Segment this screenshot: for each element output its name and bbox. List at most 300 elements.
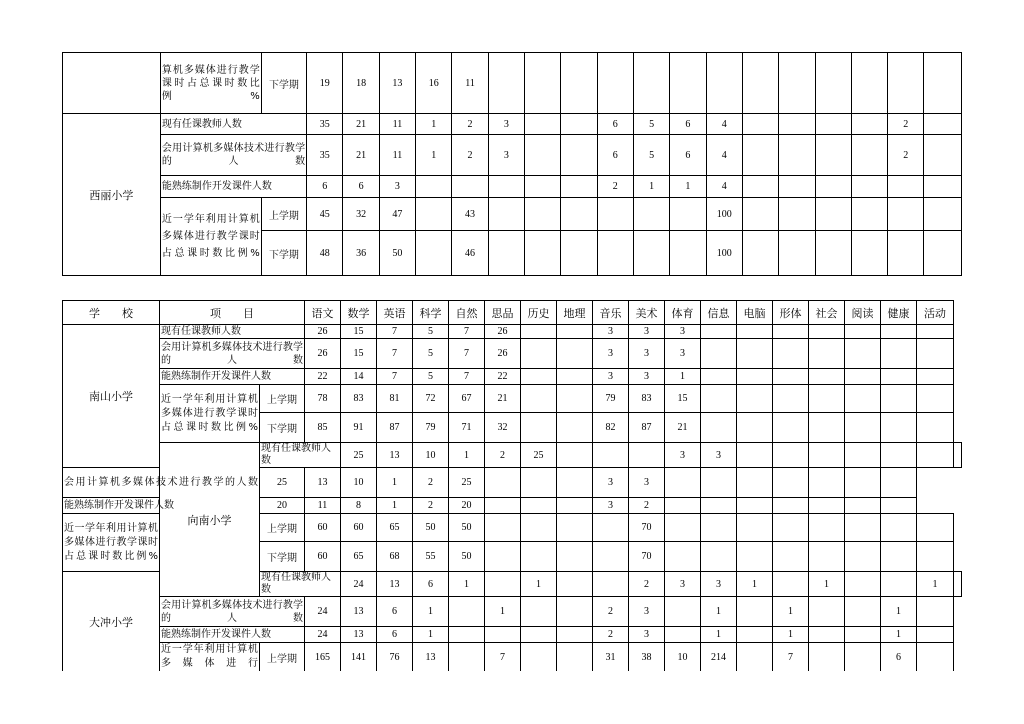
xiangnan-lower-cell-9: 70	[629, 542, 665, 572]
xili-lower-cell-6	[525, 231, 561, 276]
dachong-teachers-cell-0: 24	[341, 572, 377, 597]
nanshan-lower-cell-2: 87	[377, 413, 413, 443]
dachong-upper-cell-13: 7	[773, 643, 809, 672]
xiangnan-can_use-cell-14	[773, 468, 809, 498]
xiangnan-can_use-cell-17	[881, 468, 917, 498]
top_fragment-lower-cell-4: 11	[452, 53, 488, 114]
xiangnan-teachers-row	[63, 443, 962, 468]
xiangnan-skilled-cell-13	[737, 498, 773, 514]
nanshan-upper-cell-1: 83	[341, 385, 377, 413]
xili-lower-cell-13	[779, 231, 815, 276]
xili-lower-cell-14	[815, 231, 851, 276]
nanshan-can_use-cell-17	[917, 339, 954, 369]
xiangnan-upper-cell-3: 50	[413, 514, 449, 542]
xiangnan-can_use-cell-4: 2	[413, 468, 449, 498]
nanshan-upper-cell-3: 72	[413, 385, 449, 413]
nanshan-skilled-cell-11	[701, 369, 737, 385]
nanshan-can_use-cell-8: 3	[593, 339, 629, 369]
xili-upper-cell-5	[488, 198, 524, 231]
xiangnan-teachers-cell-6	[557, 443, 593, 468]
xili-can-use-row	[63, 135, 962, 176]
xiangnan-upper-term: 上学期	[260, 514, 305, 542]
nanshan-lower-cell-3: 79	[413, 413, 449, 443]
xili-teachers-cell-7	[561, 114, 597, 135]
nanshan-can_use-cell-14	[809, 339, 845, 369]
nanshan-can_use-cell-0: 26	[305, 339, 341, 369]
xili-upper-cell-1: 32	[343, 198, 379, 231]
top_fragment-lower-cell-11	[706, 53, 742, 114]
dachong-skilled-cell-13: 1	[773, 627, 809, 643]
xiangnan-upper-cell-17	[917, 514, 954, 542]
xili-table	[62, 52, 962, 276]
xiangnan-skilled-cell-16	[845, 498, 881, 514]
xiangnan-lower-cell-8	[593, 542, 629, 572]
nanshan-lower-cell-11	[701, 413, 737, 443]
xiangnan-can_use-cell-16	[845, 468, 881, 498]
headers-subjects-cell-11: 信息	[701, 301, 737, 325]
xili-teachers-label: 现有任课教师人数	[160, 114, 306, 135]
dachong-can_use-cell-4	[449, 597, 485, 627]
nanshan-upper-cell-17	[917, 385, 954, 413]
xiangnan-upper-cell-10	[665, 514, 701, 542]
dachong-can_use-cell-9: 3	[629, 597, 665, 627]
headers-subjects-cell-14: 社会	[809, 301, 845, 325]
xili-upper-cell-9	[633, 198, 669, 231]
xili-skilled-cell-9: 1	[633, 176, 669, 198]
nanshan-can_use-cell-10: 3	[665, 339, 701, 369]
xiangnan-teachers-cell-13	[809, 443, 845, 468]
xili-skilled-cell-13	[779, 176, 815, 198]
dachong-teachers-cell-5: 1	[521, 572, 557, 597]
xili-teachers-cell-12	[742, 114, 778, 135]
xiangnan-teachers-cell-7	[593, 443, 629, 468]
xiangnan-upper-cell-5	[485, 514, 521, 542]
xili-can_use-cell-3: 1	[416, 135, 452, 176]
top_fragment-lower-cell-2: 13	[379, 53, 415, 114]
dachong-teachers-cell-1: 13	[377, 572, 413, 597]
xili-upper-cell-7	[561, 198, 597, 231]
nanshan-skilled-cell-14	[809, 369, 845, 385]
xili-can_use-cell-13	[779, 135, 815, 176]
xiangnan-upper-cell-15	[845, 514, 881, 542]
nanshan-skilled-cell-16	[881, 369, 917, 385]
nanshan-upper-cell-14	[809, 385, 845, 413]
dachong-upper-cell-4	[449, 643, 485, 672]
xiangnan-skilled-cell-1: 11	[305, 498, 341, 514]
nanshan-teachers-label: 现有任课教师人数	[160, 325, 305, 339]
xili-upper-cell-10	[670, 198, 706, 231]
xiangnan-skilled-cell-6	[485, 498, 521, 514]
dachong-can_use-cell-8: 2	[593, 597, 629, 627]
xili-lower-cell-0: 48	[307, 231, 343, 276]
nanshan-upper-cell-15	[845, 385, 881, 413]
dachong-teachers-cell-6	[557, 572, 593, 597]
xili-teachers-row	[63, 114, 962, 135]
top_fragment-lower-cell-1: 18	[343, 53, 379, 114]
xiangnan-skilled-cell-8	[557, 498, 593, 514]
xiangnan-can_use-cell-5: 25	[449, 468, 485, 498]
xiangnan-upper-cell-16	[881, 514, 917, 542]
xili-lower-cell-3	[416, 231, 452, 276]
xiangnan-skilled-cell-3: 1	[377, 498, 413, 514]
nanshan-teachers-cell-3: 5	[413, 325, 449, 339]
top_fragment-lower-cell-6	[525, 53, 561, 114]
dachong-teachers-cell-4	[485, 572, 521, 597]
nanshan-upper-term: 上学期	[260, 385, 305, 413]
nanshan-teachers-cell-2: 7	[377, 325, 413, 339]
top_fragment-lower-cell-13	[779, 53, 815, 114]
nanshan-upper-cell-13	[773, 385, 809, 413]
dachong-upper-cell-6	[521, 643, 557, 672]
dachong-can_use-cell-14	[809, 597, 845, 627]
nanshan-upper-cell-7	[557, 385, 593, 413]
xili-lower-cell-1: 36	[343, 231, 379, 276]
xili-skilled-cell-4	[452, 176, 488, 198]
xiangnan-can_use-cell-3: 1	[377, 468, 413, 498]
xiangnan-upper-cell-12	[737, 514, 773, 542]
dachong-upper-cell-1: 141	[341, 643, 377, 672]
xiangnan-skilled-cell-12	[701, 498, 737, 514]
xiangnan-upper-cell-1: 60	[341, 514, 377, 542]
xili-school-name: 西丽小学	[63, 114, 161, 276]
nanshan-can_use-cell-1: 15	[341, 339, 377, 369]
dachong-can_use-cell-3: 1	[413, 597, 449, 627]
xili-lower-cell-5	[488, 231, 524, 276]
xiangnan-upper-cell-11	[701, 514, 737, 542]
xili-can_use-cell-17	[924, 135, 962, 176]
xiangnan-teachers-cell-4: 2	[485, 443, 521, 468]
nanshan-teachers-cell-15	[845, 325, 881, 339]
header-school: 学 校	[63, 301, 160, 325]
dachong-can_use-cell-15	[845, 597, 881, 627]
dachong-teachers-cell-10: 3	[701, 572, 737, 597]
xili-upper-cell-11: 100	[706, 198, 742, 231]
top_fragment-lower-cell-8	[597, 53, 633, 114]
nanshan-upper-cell-11	[701, 385, 737, 413]
xili-lower-cell-17	[924, 231, 962, 276]
xili-upper-cell-13	[779, 198, 815, 231]
headers-subjects-cell-7: 地理	[557, 301, 593, 325]
nanshan-can-use-label: 会用计算机多媒体技术进行教学的人数	[160, 339, 305, 369]
xili-upper-cell-17	[924, 198, 962, 231]
xiangnan-skilled-cell-17	[881, 498, 917, 514]
nanshan-teachers-cell-4: 7	[449, 325, 485, 339]
headers-subjects-cell-8: 音乐	[593, 301, 629, 325]
xiangnan-lower-cell-7	[557, 542, 593, 572]
dachong-teachers-cell-12	[773, 572, 809, 597]
dachong-can_use-cell-17	[917, 597, 954, 627]
xili-skilled-cell-2: 3	[379, 176, 415, 198]
xiangnan-teachers-cell-15	[881, 443, 917, 468]
xiangnan-lower-cell-0: 60	[305, 542, 341, 572]
nanshan-can_use-cell-11	[701, 339, 737, 369]
nanshan-teachers-cell-0: 26	[305, 325, 341, 339]
dachong-teachers-cell-3: 1	[449, 572, 485, 597]
nanshan-lower-cell-13	[773, 413, 809, 443]
nanshan-skilled-cell-7	[557, 369, 593, 385]
nanshan-lower-cell-1: 91	[341, 413, 377, 443]
xili-teachers-cell-4: 2	[452, 114, 488, 135]
xiangnan-skilled-cell-11	[665, 498, 701, 514]
xiangnan-teachers-cell-1: 13	[377, 443, 413, 468]
fragment-lower-term: 下学期	[261, 53, 306, 114]
dachong-upper-cell-0: 165	[305, 643, 341, 672]
xiangnan-skilled-cell-9: 3	[593, 498, 629, 514]
xiangnan-skilled-cell-7	[521, 498, 557, 514]
dachong-upper-term: 上学期	[260, 643, 305, 672]
xili-upper-cell-8	[597, 198, 633, 231]
dachong-can_use-cell-7	[557, 597, 593, 627]
nanshan-teachers-cell-16	[881, 325, 917, 339]
dachong-skilled-cell-6	[521, 627, 557, 643]
xili-can_use-cell-11: 4	[706, 135, 742, 176]
top_fragment-lower-cell-14	[815, 53, 851, 114]
xiangnan-lower-cell-3: 55	[413, 542, 449, 572]
dachong-upper-cell-5: 7	[485, 643, 521, 672]
dachong-upper-cell-10: 10	[665, 643, 701, 672]
nanshan-ratio-label: 近一学年利用计算机多媒体进行教学课时占总课时数比例%	[160, 385, 260, 443]
xili-teachers-cell-13	[779, 114, 815, 135]
nanshan-skilled-cell-2: 7	[377, 369, 413, 385]
nanshan-can_use-cell-13	[773, 339, 809, 369]
xili-can_use-cell-2: 11	[379, 135, 415, 176]
nanshan-can_use-cell-7	[557, 339, 593, 369]
nanshan-upper-cell-10: 15	[665, 385, 701, 413]
nanshan-skilled-cell-5: 22	[485, 369, 521, 385]
xiangnan-skilled-cell-4: 2	[413, 498, 449, 514]
xiangnan-can-use-label: 会用计算机多媒体技术进行教学的人数	[63, 468, 260, 498]
schools-table	[62, 300, 962, 671]
xiangnan-teachers-cell-16	[917, 443, 954, 468]
nanshan-skilled-cell-4: 7	[449, 369, 485, 385]
xili-can-use-label: 会用计算机多媒体技术进行教学的人数	[160, 135, 306, 176]
nanshan-lower-cell-17	[917, 413, 954, 443]
top_fragment-lower-cell-10	[670, 53, 706, 114]
top_fragment-lower-cell-3: 16	[416, 53, 452, 114]
nanshan-skilled-cell-12	[737, 369, 773, 385]
xiangnan-lower-cell-6	[521, 542, 557, 572]
dachong-skilled-cell-7	[557, 627, 593, 643]
nanshan-upper-cell-5: 21	[485, 385, 521, 413]
dachong-upper-cell-14	[809, 643, 845, 672]
xiangnan-skilled-cell-2: 8	[341, 498, 377, 514]
nanshan-lower-cell-0: 85	[305, 413, 341, 443]
xili-teachers-cell-0: 35	[307, 114, 343, 135]
nanshan-teachers-cell-7	[557, 325, 593, 339]
xiangnan-lower-cell-12	[737, 542, 773, 572]
nanshan-lower-cell-6	[521, 413, 557, 443]
xiangnan-teachers-cell-0: 25	[341, 443, 377, 468]
nanshan-upper-cell-4: 67	[449, 385, 485, 413]
xili-upper-cell-0: 45	[307, 198, 343, 231]
xili-teachers-cell-9: 5	[633, 114, 669, 135]
dachong-can_use-cell-11: 1	[701, 597, 737, 627]
xili-lower-term: 下学期	[261, 231, 306, 276]
dachong-upper-row	[63, 643, 962, 672]
xili-skilled-cell-8: 2	[597, 176, 633, 198]
xiangnan-upper-cell-4: 50	[449, 514, 485, 542]
xiangnan-lower-cell-16	[881, 542, 917, 572]
xiangnan-can_use-cell-10: 3	[629, 468, 665, 498]
xili-teachers-cell-8: 6	[597, 114, 633, 135]
xili-skilled-row	[63, 176, 962, 198]
xili-upper-cell-4: 43	[452, 198, 488, 231]
xili-skilled-cell-15	[851, 176, 887, 198]
nanshan-teachers-cell-11	[701, 325, 737, 339]
dachong-skilled-cell-0: 24	[305, 627, 341, 643]
xili-teachers-cell-5: 3	[488, 114, 524, 135]
headers-subjects-cell-9: 美术	[629, 301, 665, 325]
xiangnan-upper-cell-2: 65	[377, 514, 413, 542]
nanshan-can_use-cell-12	[737, 339, 773, 369]
nanshan-can_use-cell-5: 26	[485, 339, 521, 369]
headers-subjects-cell-1: 数学	[341, 301, 377, 325]
xili-teachers-cell-10: 6	[670, 114, 706, 135]
headers-subjects-cell-4: 自然	[449, 301, 485, 325]
header-row	[63, 301, 962, 325]
dachong-skilled-cell-8: 2	[593, 627, 629, 643]
dachong-skilled-cell-16: 1	[881, 627, 917, 643]
xili-can_use-cell-12	[742, 135, 778, 176]
xili-teachers-cell-3: 1	[416, 114, 452, 135]
nanshan-upper-cell-16	[881, 385, 917, 413]
dachong-upper-cell-9: 38	[629, 643, 665, 672]
xili-skilled-cell-1: 6	[343, 176, 379, 198]
xiangnan-teachers-cell-8	[629, 443, 665, 468]
dachong-skilled-cell-1: 13	[341, 627, 377, 643]
headers-subjects-cell-3: 科学	[413, 301, 449, 325]
nanshan-teachers-cell-6	[521, 325, 557, 339]
nanshan-teachers-cell-8: 3	[593, 325, 629, 339]
dachong-teachers-cell-13: 1	[809, 572, 845, 597]
xili-skilled-cell-5	[488, 176, 524, 198]
nanshan-skilled-cell-6	[521, 369, 557, 385]
nanshan-skilled-cell-13	[773, 369, 809, 385]
dachong-teachers-cell-17	[954, 572, 962, 597]
nanshan-skilled-cell-0: 22	[305, 369, 341, 385]
xiangnan-teachers-cell-12	[773, 443, 809, 468]
fragment-ratio-label: 算机多媒体进行教学课时占总课时数比例%	[160, 53, 261, 114]
xiangnan-upper-cell-13	[773, 514, 809, 542]
headers-subjects-cell-12: 电脑	[737, 301, 773, 325]
dachong-can_use-cell-12	[737, 597, 773, 627]
xili-skilled-cell-16	[888, 176, 924, 198]
xiangnan-teachers-cell-3: 1	[449, 443, 485, 468]
xiangnan-upper-cell-6	[521, 514, 557, 542]
xiangnan-lower-cell-13	[773, 542, 809, 572]
xiangnan-lower-cell-15	[845, 542, 881, 572]
xiangnan-teachers-cell-11	[737, 443, 773, 468]
xili-upper-cell-2: 47	[379, 198, 415, 231]
headers-subjects-cell-10: 体育	[665, 301, 701, 325]
top_fragment-lower-cell-17	[924, 53, 962, 114]
dachong-skilled-cell-3: 1	[413, 627, 449, 643]
nanshan-teachers-cell-5: 26	[485, 325, 521, 339]
xiangnan-lower-cell-1: 65	[341, 542, 377, 572]
xili-lower-cell-16	[888, 231, 924, 276]
dachong-school-name: 大冲小学	[63, 572, 160, 672]
xiangnan-skilled-cell-15	[809, 498, 845, 514]
nanshan-lower-term: 下学期	[260, 413, 305, 443]
xili-lower-cell-4: 46	[452, 231, 488, 276]
dachong-can-use-label: 会用计算机多媒体技术进行教学的人数	[160, 597, 305, 627]
xili-can_use-cell-8: 6	[597, 135, 633, 176]
xili-upper-cell-3	[416, 198, 452, 231]
dachong-skilled-cell-2: 6	[377, 627, 413, 643]
xiangnan-teachers-cell-14	[845, 443, 881, 468]
xiangnan-ratio-label: 近一学年利用计算机多媒体进行教学课时占总课时数比例%	[63, 514, 160, 572]
xili-teachers-cell-6	[525, 114, 561, 135]
dachong-can-use-row	[63, 597, 962, 627]
xili-lower-cell-10	[670, 231, 706, 276]
xili-upper-cell-12	[742, 198, 778, 231]
xiangnan-upper-cell-0: 60	[305, 514, 341, 542]
xili-skilled-cell-6	[525, 176, 561, 198]
nanshan-can_use-cell-9: 3	[629, 339, 665, 369]
dachong-can_use-cell-6	[521, 597, 557, 627]
xili-can_use-cell-10: 6	[670, 135, 706, 176]
nanshan-upper-row	[63, 385, 962, 413]
xiangnan-upper-cell-14	[809, 514, 845, 542]
xiangnan-can_use-cell-13	[737, 468, 773, 498]
dachong-skilled-cell-14	[809, 627, 845, 643]
dachong-skilled-cell-4	[449, 627, 485, 643]
nanshan-lower-cell-10: 21	[665, 413, 701, 443]
xili-can_use-cell-14	[815, 135, 851, 176]
xiangnan-can_use-cell-1: 13	[305, 468, 341, 498]
nanshan-can_use-cell-2: 7	[377, 339, 413, 369]
headers-subjects-cell-5: 思品	[485, 301, 521, 325]
dachong-teachers-cell-11: 1	[737, 572, 773, 597]
dachong-can_use-cell-10	[665, 597, 701, 627]
dachong-skilled-cell-15	[845, 627, 881, 643]
nanshan-skilled-cell-10: 1	[665, 369, 701, 385]
top_fragment-lower-cell-0: 19	[307, 53, 343, 114]
xiangnan-skilled-cell-10: 2	[629, 498, 665, 514]
xiangnan-can_use-cell-6	[485, 468, 521, 498]
xiangnan-can_use-cell-7	[521, 468, 557, 498]
dachong-skilled-cell-5	[485, 627, 521, 643]
xili-skilled-cell-10: 1	[670, 176, 706, 198]
dachong-skilled-cell-12	[737, 627, 773, 643]
dachong-upper-cell-3: 13	[413, 643, 449, 672]
xili-can_use-cell-1: 21	[343, 135, 379, 176]
xiangnan-lower-cell-14	[809, 542, 845, 572]
xili-skilled-label: 能熟练制作开发课件人数	[160, 176, 306, 198]
xiangnan-lower-term: 下学期	[260, 542, 305, 572]
xiangnan-teachers-cell-10: 3	[701, 443, 737, 468]
headers-subjects-cell-15: 阅读	[845, 301, 881, 325]
dachong-skilled-cell-17	[917, 627, 954, 643]
dachong-upper-cell-11: 214	[701, 643, 737, 672]
xiangnan-can_use-cell-12	[701, 468, 737, 498]
xiangnan-can_use-cell-15	[809, 468, 845, 498]
xili-upper-term: 上学期	[261, 198, 306, 231]
dachong-can_use-cell-2: 6	[377, 597, 413, 627]
xiangnan-lower-cell-4: 50	[449, 542, 485, 572]
xili-upper-cell-14	[815, 198, 851, 231]
dachong-can_use-cell-0: 24	[305, 597, 341, 627]
dachong-teachers-cell-14	[845, 572, 881, 597]
dachong-can_use-cell-13: 1	[773, 597, 809, 627]
top_fragment-lower-cell-5	[488, 53, 524, 114]
nanshan-upper-cell-8: 79	[593, 385, 629, 413]
dachong-skilled-cell-10	[665, 627, 701, 643]
header-item: 项 目	[160, 301, 305, 325]
xiangnan-school-name: 向南小学	[160, 443, 260, 597]
headers-subjects-cell-2: 英语	[377, 301, 413, 325]
nanshan-upper-cell-9: 83	[629, 385, 665, 413]
